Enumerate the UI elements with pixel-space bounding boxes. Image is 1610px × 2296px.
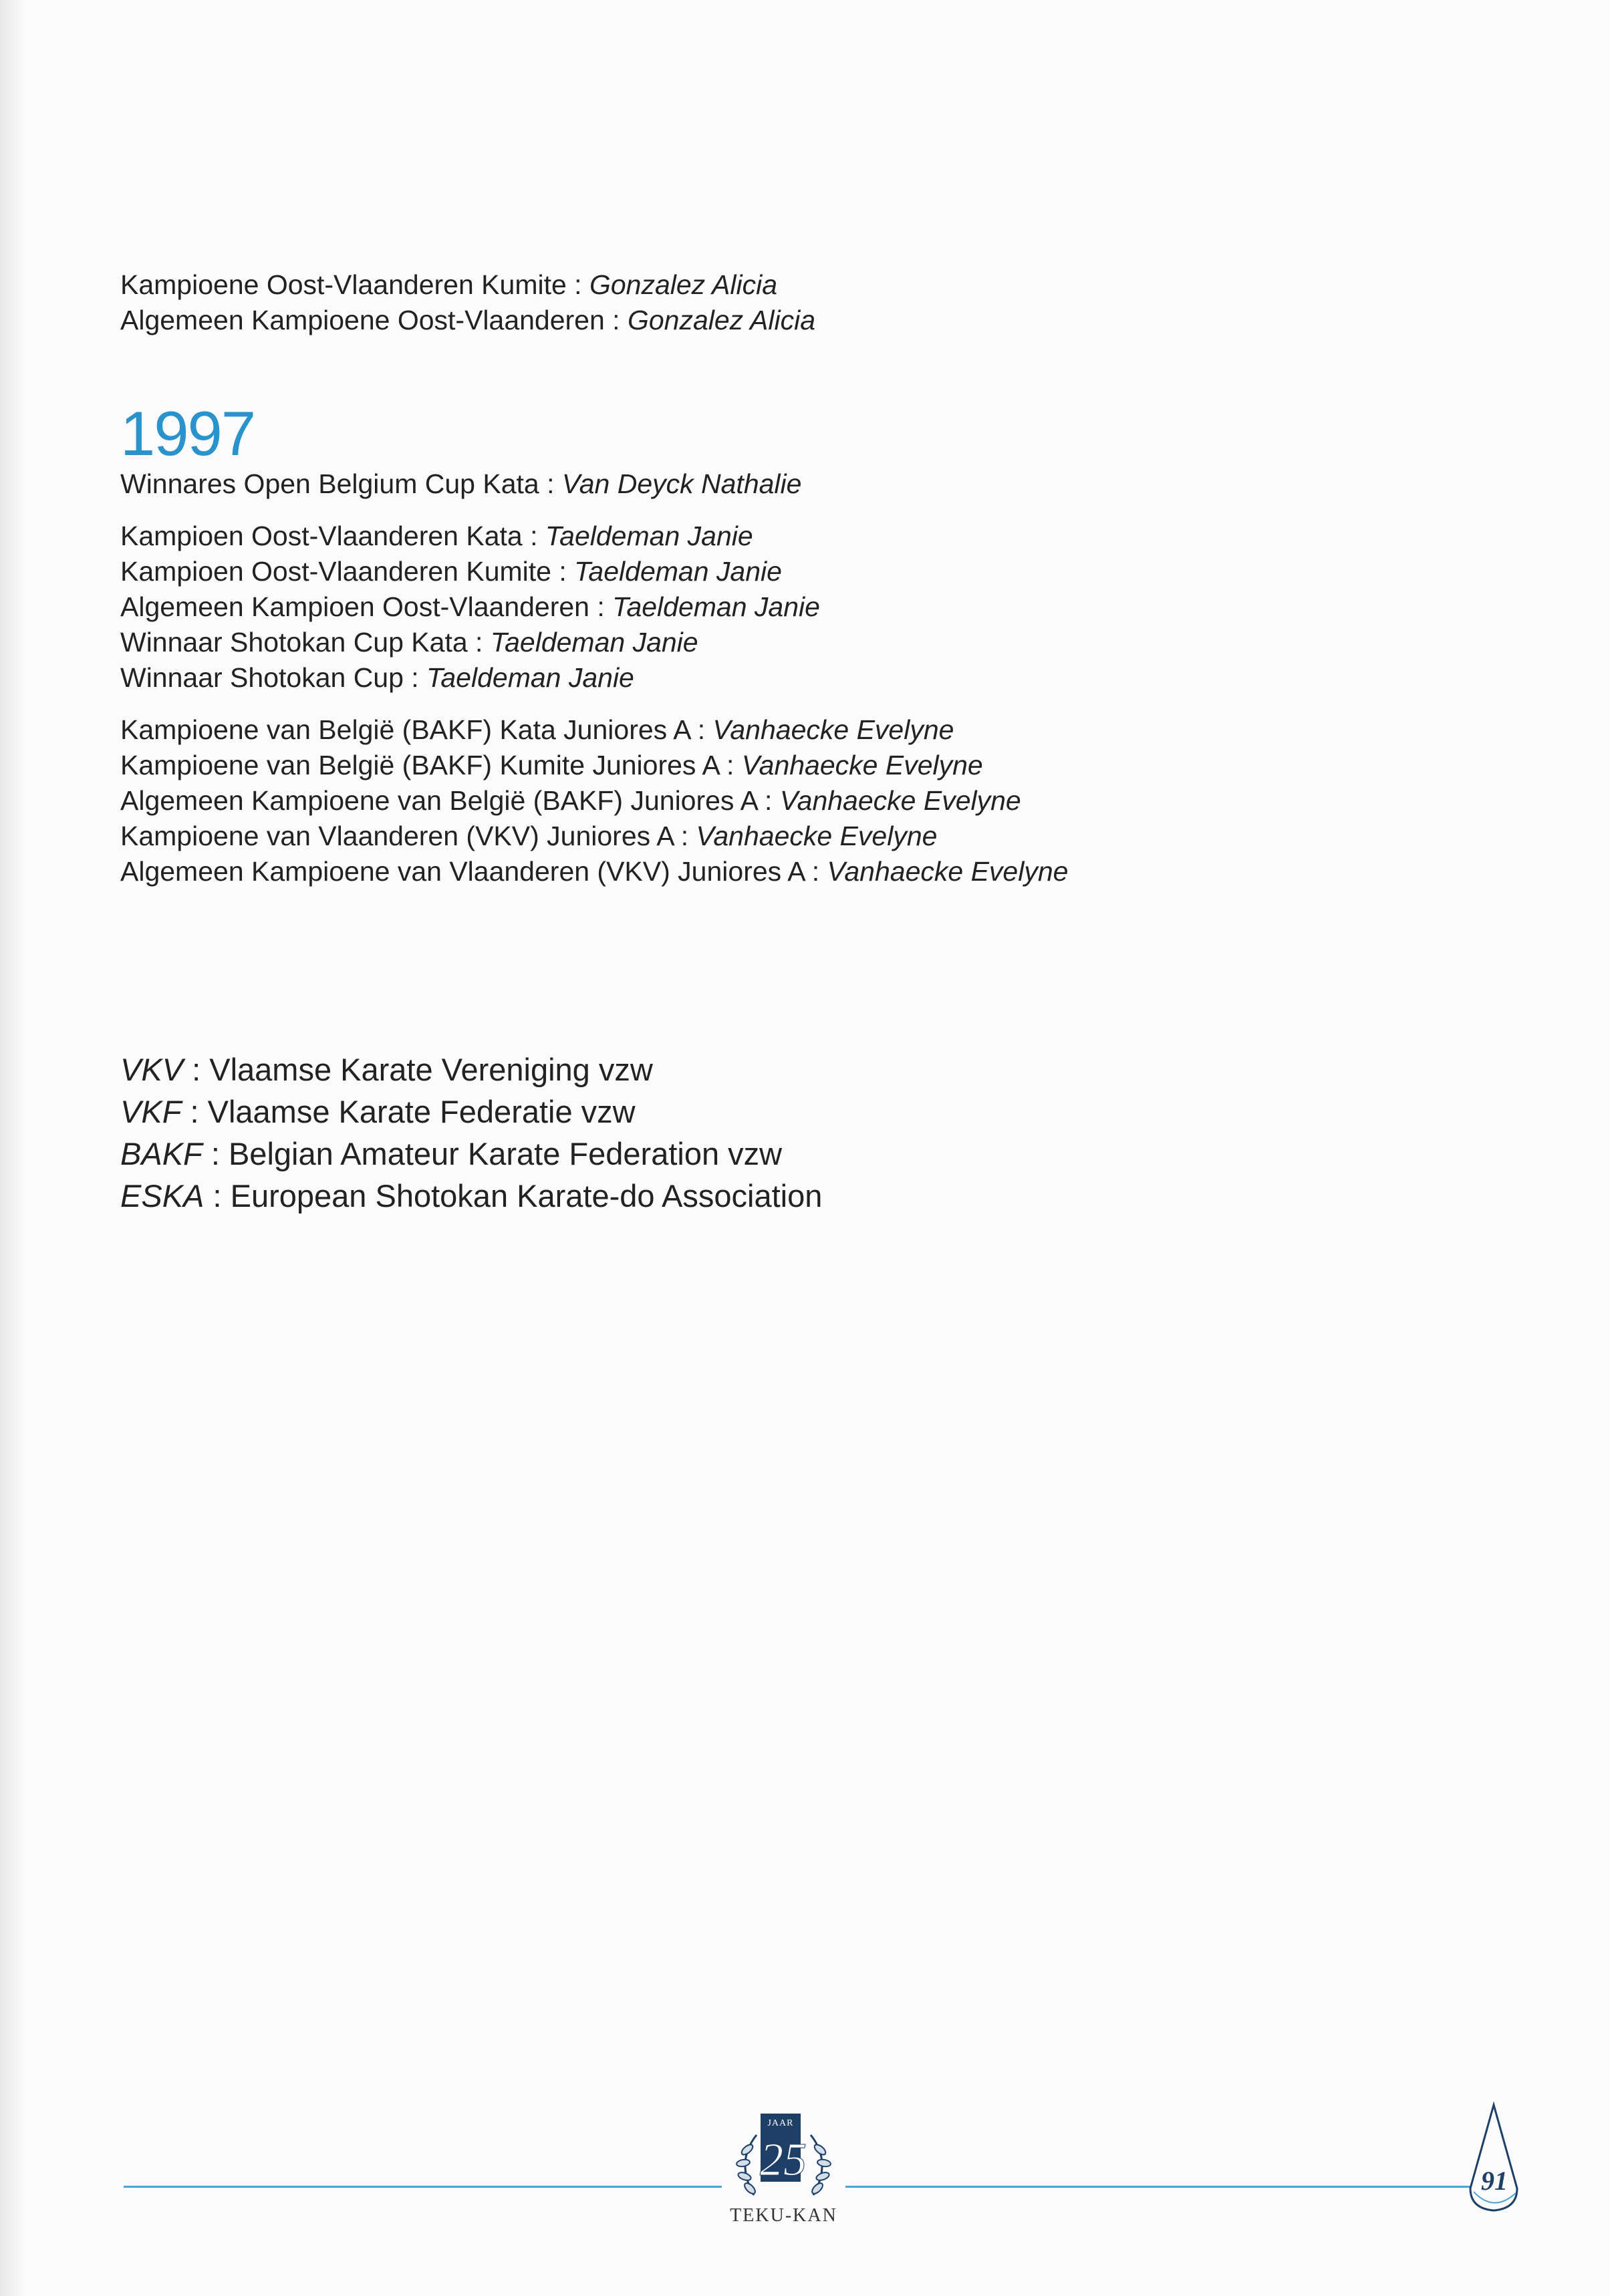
- result-line: [120, 819, 1457, 854]
- athlete-name: Taeldeman Janie: [490, 627, 698, 658]
- result-label: Winnares Open Belgium Cup Kata :: [120, 468, 562, 499]
- abbreviation: VKF: [120, 1094, 182, 1129]
- page-gutter-shadow: [0, 0, 27, 2296]
- result-line: [120, 660, 1457, 696]
- result-line: [120, 554, 1457, 589]
- page-body: [120, 267, 1457, 1217]
- page-number: 91: [1481, 2166, 1508, 2196]
- abbreviation-entry: [120, 1048, 1457, 1091]
- athlete-name: Vanhaecke Evelyne: [712, 714, 954, 745]
- result-label: Algemeen Kampioene van Vlaanderen (VKV) Juniores A :: [120, 856, 827, 887]
- result-label: Kampioene van België (BAKF) Kata Juniores A :: [120, 714, 713, 745]
- athlete-name: Vanhaecke Evelyne: [827, 856, 1069, 887]
- result-line: [120, 712, 1457, 748]
- result-line: [120, 589, 1457, 625]
- athlete-name: Vanhaecke Evelyne: [779, 785, 1021, 816]
- logo-number-text: 25: [760, 2134, 807, 2186]
- abbreviation-separator: :: [183, 1052, 210, 1087]
- result-label: Kampioen Oost-Vlaanderen Kata :: [120, 521, 545, 551]
- result-line: [120, 519, 1457, 554]
- abbreviation-meaning: Vlaamse Karate Federatie vzw: [207, 1094, 636, 1129]
- result-label: Algemeen Kampioen Oost-Vlaanderen :: [120, 591, 613, 622]
- results-group-taeldeman: [120, 519, 1457, 696]
- athlete-name: Gonzalez Alicia: [627, 305, 816, 335]
- abbreviation-separator: :: [181, 1094, 208, 1129]
- athlete-name: Vanhaecke Evelyne: [696, 821, 938, 851]
- abbreviation-meaning: Belgian Amateur Karate Federation vzw: [228, 1136, 783, 1171]
- athlete-name: Vanhaecke Evelyne: [741, 750, 983, 780]
- result-line: [120, 854, 1457, 889]
- footer-rule-left: [124, 2186, 722, 2188]
- footer-rule-right: [845, 2186, 1470, 2188]
- result-line: [120, 466, 1457, 502]
- logo-jaar-text: JAAR: [767, 2118, 794, 2128]
- results-group-vanhaecke: [120, 712, 1457, 889]
- year-heading: 1997: [120, 398, 255, 468]
- abbreviation: ESKA: [120, 1178, 205, 1213]
- intro-results: [120, 267, 1457, 338]
- result-label: Kampioene Oost-Vlaanderen Kumite :: [120, 269, 589, 300]
- abbreviation-separator: :: [204, 1178, 231, 1213]
- results-group-open-belgium: [120, 466, 1457, 502]
- result-line: [120, 783, 1457, 819]
- athlete-name: Taeldeman Janie: [574, 556, 782, 587]
- result-label: Winnaar Shotokan Cup Kata :: [120, 627, 491, 658]
- result-label: Kampioen Oost-Vlaanderen Kumite :: [120, 556, 575, 587]
- result-label: Winnaar Shotokan Cup :: [120, 662, 427, 693]
- abbreviation-entry: [120, 1175, 1457, 1217]
- abbreviation-separator: :: [202, 1136, 229, 1171]
- result-line: [120, 267, 1457, 303]
- athlete-name: Gonzalez Alicia: [589, 269, 778, 300]
- result-label: Kampioene van Vlaanderen (VKV) Juniores A :: [120, 821, 696, 851]
- result-line: [120, 303, 1457, 338]
- result-label: Algemeen Kampioene van België (BAKF) Juniores A :: [120, 785, 780, 816]
- result-line: [120, 748, 1457, 783]
- abbreviation: BAKF: [120, 1136, 203, 1171]
- abbreviation-entry: [120, 1091, 1457, 1133]
- athlete-name: Taeldeman Janie: [545, 521, 753, 551]
- result-line: [120, 625, 1457, 660]
- athlete-name: Taeldeman Janie: [612, 591, 820, 622]
- abbreviation-meaning: European Shotokan Karate-do Association: [230, 1178, 823, 1213]
- abbreviation-legend: [120, 1048, 1457, 1217]
- page-number-badge-icon: [1444, 2098, 1544, 2225]
- abbreviation-meaning: Vlaamse Karate Vereniging vzw: [209, 1052, 653, 1087]
- result-label: Algemeen Kampioene Oost-Vlaanderen :: [120, 305, 628, 335]
- abbreviation: VKV: [120, 1052, 184, 1087]
- logo-caption: TEKU-KAN: [730, 2205, 837, 2226]
- athlete-name: Taeldeman Janie: [426, 662, 634, 693]
- athlete-name: Van Deyck Nathalie: [561, 468, 802, 499]
- result-label: Kampioene van België (BAKF) Kumite Juniores A :: [120, 750, 742, 780]
- abbreviation-entry: [120, 1133, 1457, 1175]
